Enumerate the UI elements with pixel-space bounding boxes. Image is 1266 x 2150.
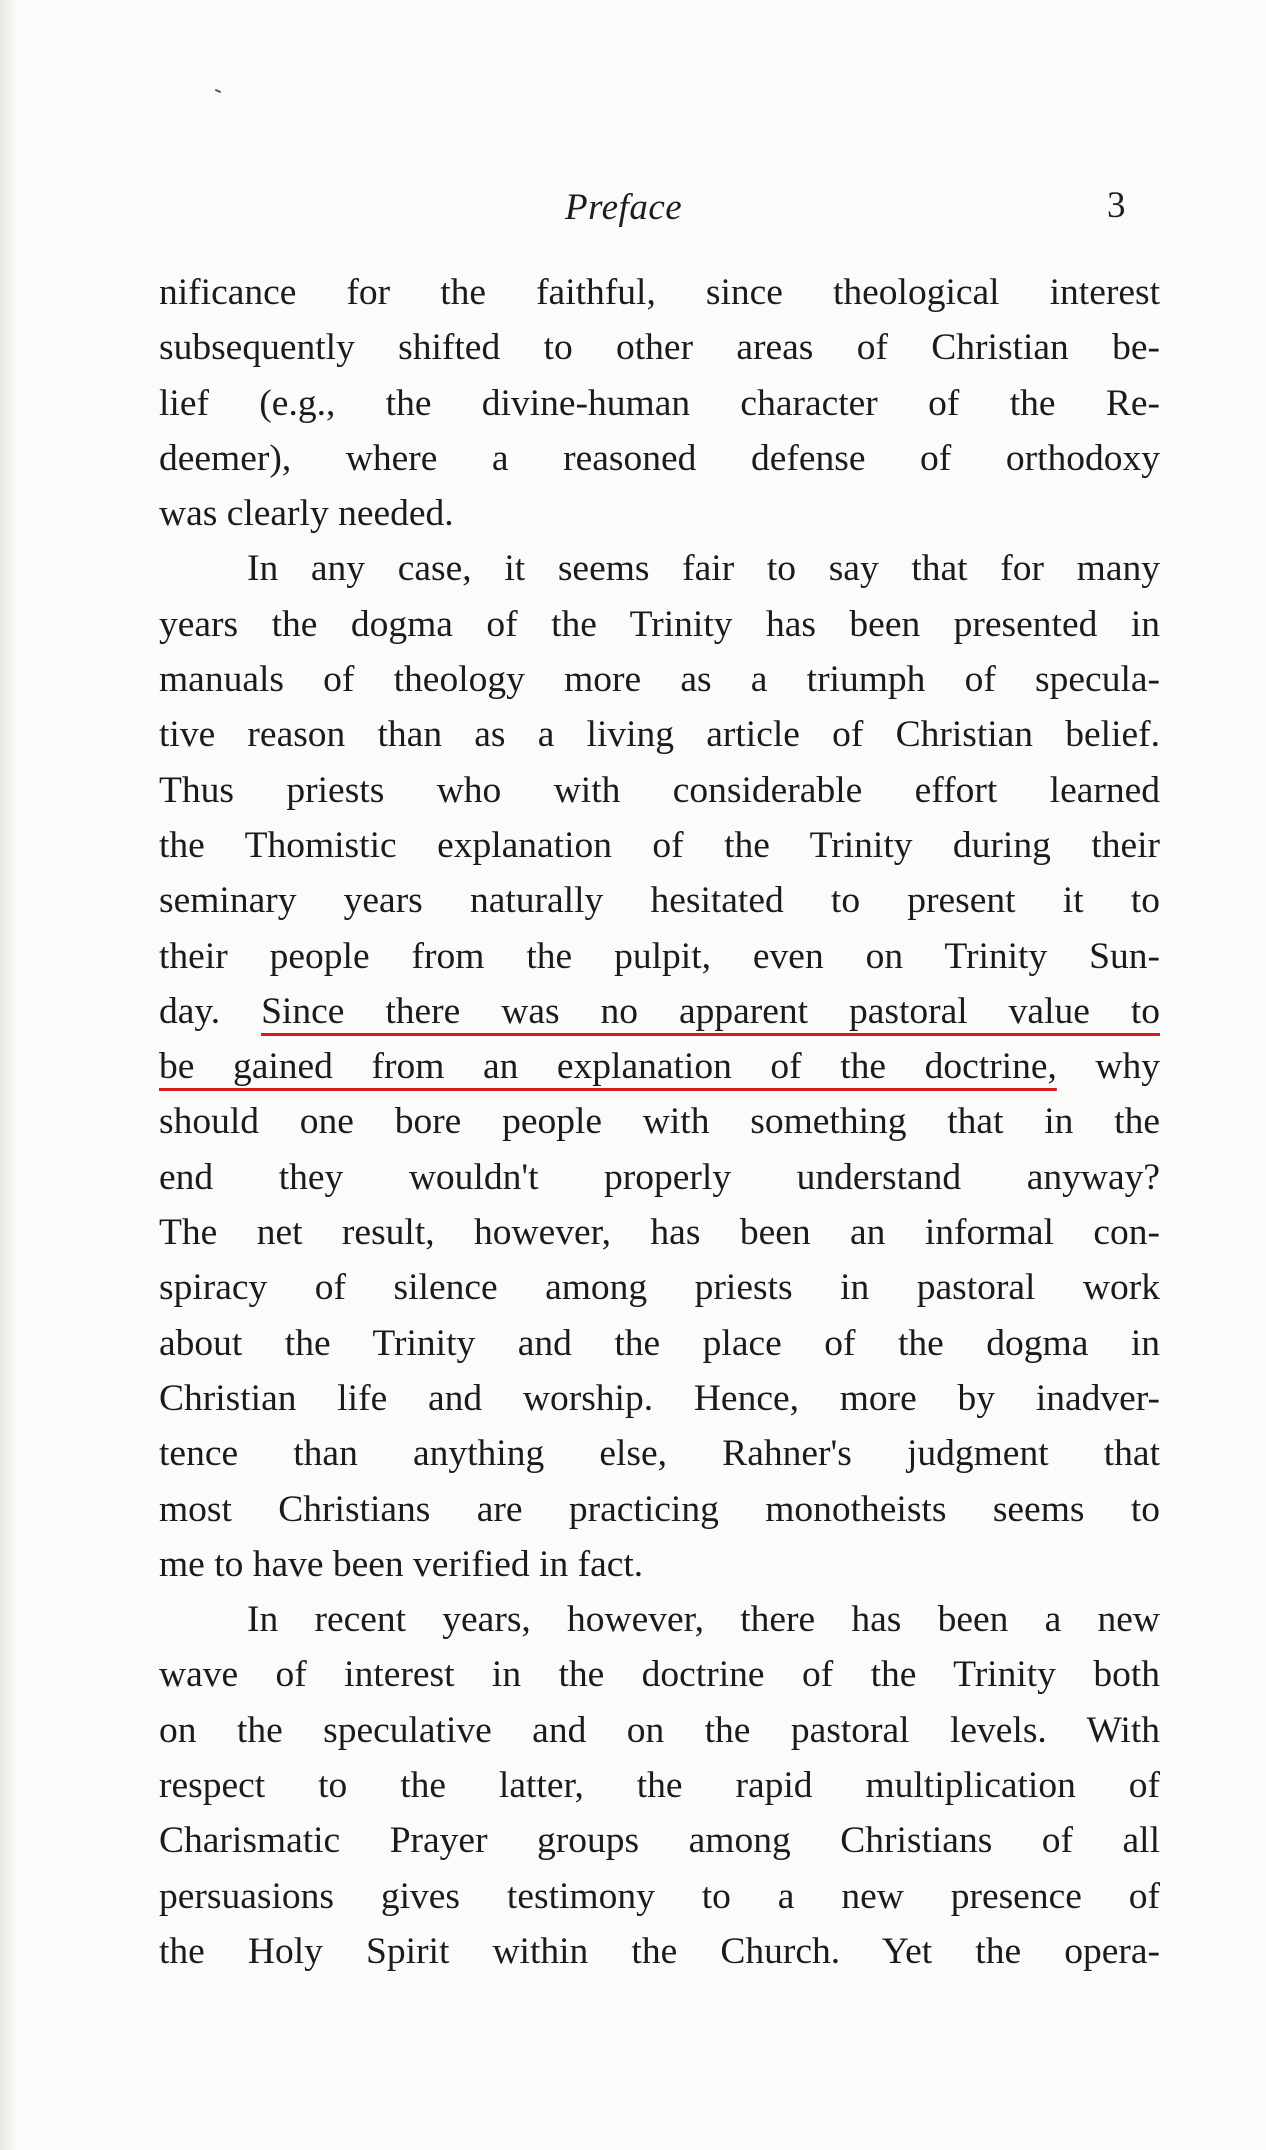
text-line: should one bore people with something that in the [159,1101,1160,1143]
text-line: lief (e.g., the divine-human character of the Re- [159,382,1160,424]
text-line: subsequently shifted to other areas of Christian be- [159,327,1160,369]
text-line: Christian life and worship. Hence, more by inadver- [159,1377,1160,1419]
page-number: 3 [1107,185,1126,226]
text-line: on the speculative and on the pastoral levels. With [159,1709,1160,1751]
text-line: Charismatic Prayer groups among Christians of all [159,1820,1160,1862]
text-line-with-highlight [159,984,1160,1039]
underlined-passage: Since there was no apparent pastoral value to [261,990,1161,1032]
text-line: most Christians are practicing monotheists seems to [159,1488,1160,1530]
body-text [159,265,1160,1979]
text-line: deemer), where a reasoned defense of orthodoxy [159,437,1160,479]
text-line: The net result, however, has been an informal con- [159,1212,1160,1254]
text-line: seminary years naturally hesitated to present it to [159,880,1160,922]
text-line: manuals of theology more as a triumph of specula- [159,659,1160,701]
text-line: was clearly needed. [159,493,454,535]
text-line: nificance for the faithful, since theological interest [159,272,1160,313]
text-fragment: day. [159,990,221,1032]
paragraph-start-line: In recent years, however, there has been a new [247,1599,1160,1641]
text-fragment: why [1095,1046,1161,1088]
text-line: Thus priests who with considerable effort learned [159,769,1160,811]
text-line: tence than anything else, Rahner's judgment that [159,1433,1160,1475]
stray-mark [215,89,221,93]
text-line: wave of interest in the doctrine of the Trinity both [159,1654,1160,1696]
text-line: years the dogma of the Trinity has been presented in [159,603,1160,645]
page-gutter-shadow [0,0,18,2150]
text-line-with-highlight [159,1039,1160,1094]
text-line: respect to the latter, the rapid multiplication of [159,1765,1160,1807]
text-line: persuasions gives testimony to a new presence of [159,1875,1160,1917]
text-line: their people from the pulpit, even on Trinity Sun- [159,935,1160,977]
paragraph-start-line: In any case, it seems fair to say that for many [247,548,1160,590]
text-line: spiracy of silence among priests in pastoral work [159,1267,1160,1309]
running-header-title: Preface [565,187,683,228]
text-line: me to have been verified in fact. [159,1543,644,1585]
text-line: tive reason than as a living article of Christian belief. [159,714,1160,756]
text-line: the Thomistic explanation of the Trinity during their [159,824,1160,866]
text-line: about the Trinity and the place of the dogma in [159,1322,1160,1364]
text-line: the Holy Spirit within the Church. Yet the opera- [159,1930,1160,1972]
underlined-passage: be gained from an explanation of the doctrine, [159,1046,1057,1088]
text-line: end they wouldn't properly understand anyway? [159,1156,1160,1198]
